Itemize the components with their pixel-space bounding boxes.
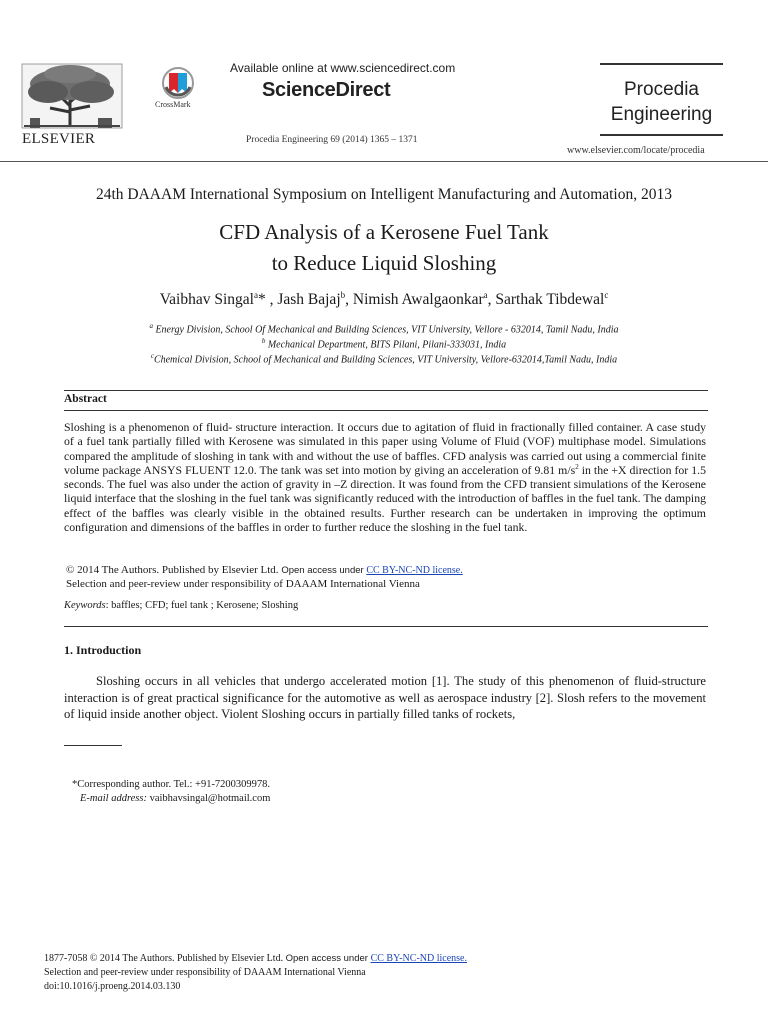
affiliation-mark: a bbox=[149, 322, 153, 330]
affiliation-mark: b bbox=[261, 337, 266, 345]
affiliation-b bbox=[0, 337, 768, 350]
abstract-heading: Abstract bbox=[64, 393, 107, 405]
author-separator: * , bbox=[257, 291, 278, 309]
open-access-text: Open access under bbox=[281, 565, 367, 576]
available-online-text: Available online at www.sciencedirect.com bbox=[230, 61, 456, 75]
paper-title-line2: to Reduce Liquid Sloshing bbox=[271, 251, 497, 275]
license-link[interactable]: CC BY-NC-ND license. bbox=[366, 565, 463, 576]
peer-review-statement: Selection and peer-review under responsibility of DAAAM International Vienna bbox=[66, 578, 420, 590]
author-name: Vaibhav Singal bbox=[159, 291, 254, 309]
journal-name bbox=[600, 77, 723, 127]
affiliation-text: Chemical Division, School of Mechanical and Building Sciences, VIT University, Vellore-632014,Tamil Nadu, India bbox=[153, 354, 618, 366]
introduction-paragraph: Sloshing occurs in all vehicles that undergo accelerated motion [1]. The study of this phenomenon of fluid-structure interaction is of great practical significance for the automotive as well as aerospace industry [2]. Slosh refers to the movement of liquid inside another object. Violent Sloshing occurs in partially filled tanks of rockets, bbox=[64, 674, 706, 721]
keywords-list: : baffles; CFD; fuel tank ; Kerosene; Sloshing bbox=[105, 600, 299, 611]
author-name: Jash Bajaj bbox=[277, 291, 341, 309]
author-separator: , bbox=[345, 291, 353, 309]
author-affiliation-mark: a bbox=[253, 290, 258, 300]
conference-name: 24th DAAAM International Symposium on Intelligent Manufacturing and Automation, 2013 bbox=[95, 186, 672, 203]
doi[interactable]: doi:10.1016/j.proeng.2014.03.130 bbox=[44, 981, 181, 992]
open-access-text: Open access under bbox=[285, 953, 371, 964]
author-affiliation-mark: b bbox=[340, 290, 346, 300]
journal-name-line2: Engineering bbox=[610, 104, 713, 125]
keywords bbox=[64, 600, 298, 611]
author-list bbox=[0, 290, 768, 309]
author-affiliation-mark: c bbox=[604, 290, 609, 300]
abstract-text: Sloshing is a phenomenon of fluid- structure interaction. It occurs due to agitation of fluid in fractionally filled container. A case study of a fuel tank partially filled with Kerosene was simulated in this paper using Volume of Fluid (VOF) multiphase model. Simulations compared the amplitude of sloshing in tank with and without the use of baffles. CFD analysis was carried out using a commercial finite volume package ANSYS FLUENT 12.0. The tank was set into motion by giving an acceleration of 9.81 m/s bbox=[64, 420, 706, 477]
affiliation-c bbox=[0, 352, 768, 365]
peer-review-statement-bottom: Selection and peer-review under responsibility of DAAAM International Vienna bbox=[44, 967, 366, 978]
email-address: vaibhavsingal@hotmail.com bbox=[146, 793, 271, 804]
journal-url-link[interactable]: www.elsevier.com/locate/procedia bbox=[567, 145, 705, 156]
abstract-heading-rule bbox=[64, 410, 708, 411]
affiliation-a bbox=[0, 322, 768, 335]
journal-citation: Procedia Engineering 69 (2014) 1365 – 1371 bbox=[246, 135, 418, 145]
issn-copyright-line bbox=[44, 953, 467, 964]
corresponding-author-note: *Corresponding author. Tel.: +91-7200309978. bbox=[72, 779, 271, 790]
abstract-copyright bbox=[66, 564, 463, 576]
abstract-superscript: 2 bbox=[575, 462, 579, 471]
author-separator: , bbox=[487, 291, 496, 309]
crossmark-label: CrossMark bbox=[155, 100, 191, 109]
affiliation-mark: c bbox=[150, 352, 154, 360]
paper-title-line1: CFD Analysis of a Kerosene Fuel Tank bbox=[219, 220, 549, 244]
affiliation-text: Mechanical Department, BITS Pilani, Pilani-333031, India bbox=[265, 339, 507, 351]
header-divider bbox=[0, 161, 768, 162]
keywords-label: Keywords bbox=[64, 600, 106, 611]
sciencedirect-logo[interactable]: ScienceDirect bbox=[262, 79, 391, 101]
journal-name-line1: Procedia bbox=[624, 79, 699, 100]
issn-copyright-text: 1877-7058 © 2014 The Authors. Published by Elsevier Ltd. bbox=[44, 953, 286, 964]
abstract-bottom-rule bbox=[64, 626, 708, 627]
email-label: E-mail address: bbox=[80, 793, 147, 804]
license-link-bottom[interactable]: CC BY-NC-ND license. bbox=[370, 953, 467, 964]
email-note bbox=[80, 793, 270, 804]
author-affiliation-mark: a bbox=[483, 290, 488, 300]
affiliation-text: Energy Division, School Of Mechanical and Building Sciences, VIT University, Vellore - 632014, Tamil Nadu, India bbox=[152, 324, 619, 336]
abstract-top-rule bbox=[64, 390, 708, 391]
author-name: Nimish Awalgaonkar bbox=[352, 291, 484, 309]
elsevier-logo-text: ELSEVIER bbox=[22, 131, 96, 147]
author-name: Sarthak Tibdewal bbox=[495, 291, 605, 309]
abstract-text-continued: in the +X direction for 1.5 seconds. The fuel was also under the action of gravity in –Z direction. It was found from the CFD transient simulations of the Kerosene liquid interface that the sloshing in the fuel tank was significantly reduced with the introduction of baffles in the fuel tank. The damping effect of the baffles was clearly visible in the obtained results. Further research can be undertaken in improving the optimum configuration and dimensions of the baffles in order to further reduce the sloshing in the fuel tank. bbox=[64, 462, 707, 535]
abstract-body bbox=[64, 420, 706, 534]
copyright-text: © 2014 The Authors. Published by Elsevier Ltd. bbox=[66, 564, 282, 576]
footnote-rule bbox=[64, 745, 122, 746]
section-heading-introduction: 1. Introduction bbox=[64, 643, 142, 657]
